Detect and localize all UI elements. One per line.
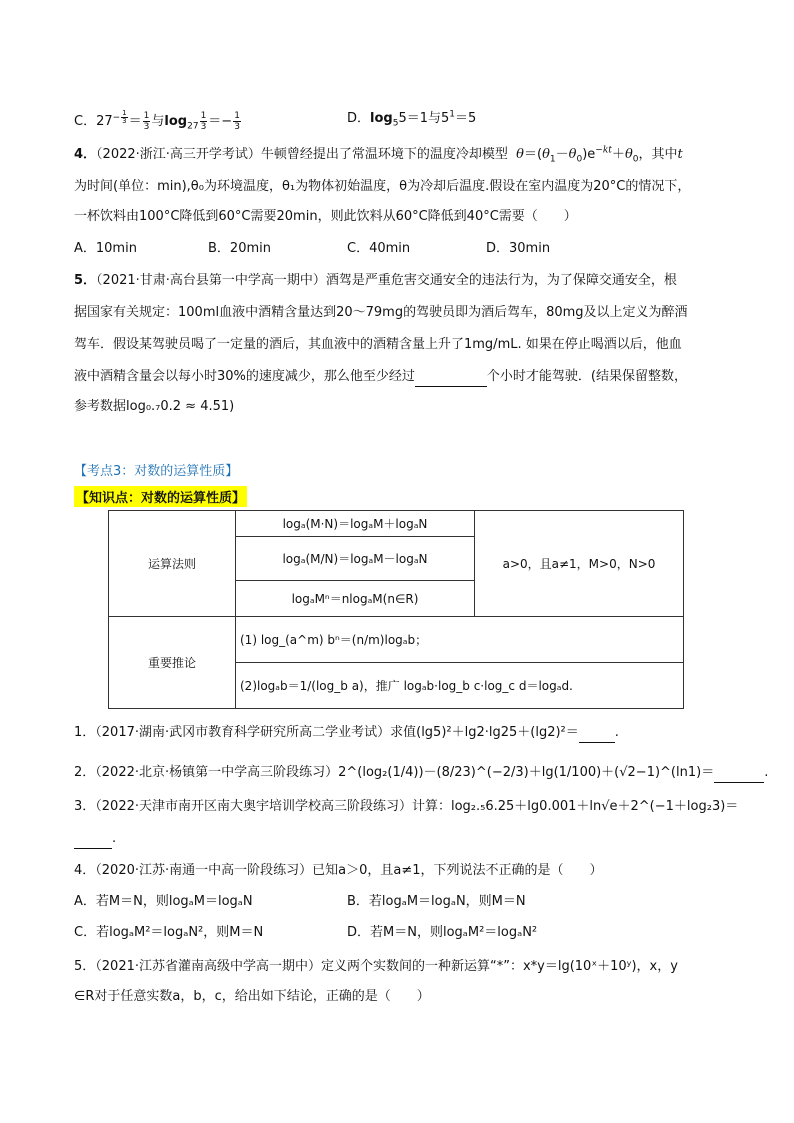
kaodian-heading: 【考点3：对数的运算性质】	[74, 464, 239, 479]
q4-option-c: C．40min	[347, 241, 411, 256]
problem-3-blank: .	[74, 830, 116, 849]
corollary-label: 重要推论	[109, 617, 236, 709]
q4-line2: 为时间(单位：min),θ₀为环境温度，θ₁为物体初始温度，θ为冷却后温度.假设在室内温度为20°C的情况下，	[74, 179, 691, 194]
q5-line3: 驾车．假设某驾驶员喝了一定量的酒后，其血液中的酒精含量上升了1mg/mL. 如果在停止喝酒以后，他血	[74, 337, 682, 352]
problem-4-d: D．若M＝N，则logₐM²＝logₐN²	[347, 925, 538, 940]
rule-condition: a>0，且a≠1，M>0，N>0	[475, 511, 684, 617]
rule-3: logₐMⁿ＝nlogₐM(n∈R)	[236, 581, 475, 617]
option-d-top: D．$\log_55=1$与$5^1=5$	[347, 109, 477, 129]
problem-1: 1．（2017·湖南·武冈市教育科学研究所高二学业考试）求值(lg5)²＋lg2·lg25＋(lg2)²＝ .	[74, 724, 619, 743]
q4-option-b: B．20min	[208, 241, 271, 256]
answer-blank-3[interactable]	[74, 830, 112, 849]
log-rules-table	[108, 510, 684, 709]
q5-line5: 参考数据log₀.₇0.2 ≈ 4.51)	[74, 399, 235, 414]
q4-line3: 一杯饮料由100°C降低到60°C需要20min，则此饮料从60°C降低到40°C需要（ ）	[74, 209, 577, 224]
problem-5-line2: ∈R对于任意实数a，b，c，给出如下结论，正确的是（ ）	[74, 989, 430, 1004]
corollary-1: (1) log_(a^m) bⁿ＝(n/m)logₐb；	[236, 617, 684, 663]
q5-line1: 5．（2021·甘肃·高台县第一中学高一期中）酒驾是严重危害交通安全的违法行为，为了保障交通安全，根	[74, 273, 677, 288]
problem-2: 2．（2022·北京·杨镇第一中学高三阶段练习）2^(log₂(1/4))－(8/23)^(−2/3)＋lg(1/100)＋(√2−1)^(ln1)＝ .	[74, 764, 768, 783]
q5-line4: 液中酒精含量会以每小时30%的速度减少，那么他至少经过 个小时才能驾驶．(结果保留整数，	[74, 368, 687, 387]
q4-line1: 4．（2022·浙江·高三开学考试）牛顿曾经提出了常温环境下的温度冷却模型 $\theta=(\theta_1-\theta_0)e^{-kt}+\theta_0$，其中t	[74, 145, 683, 165]
problem-5-line1: 5．（2021·江苏省灌南高级中学高一期中）定义两个实数间的一种新运算“*”：x*y＝lg(10ˣ＋10ʸ)，x，y	[74, 959, 678, 974]
problem-4-c: C．若logₐM²＝logₐN²，则M＝N	[74, 925, 264, 940]
answer-blank[interactable]	[415, 368, 487, 387]
option-c-text: C．$27^{- \frac{1}{3}}$ ＝ $\frac{1}{3}$ 与$\log_{27}$ $\frac{1}{3}$ ＝− $\frac{1}{3}$	[74, 109, 240, 133]
corollary-2: (2)logₐb＝1/(log_b a)，推广 logₐb·log_b c·log_c d＝logₐd.	[236, 663, 684, 709]
rule-1: logₐ(M·N)＝logₐM＋logₐN	[236, 511, 475, 537]
rule-2: logₐ(M/N)＝logₐM－logₐN	[236, 537, 475, 581]
zhishi-heading: 【知识点：对数的运算性质】	[74, 486, 247, 507]
rule-label: 运算法则	[109, 511, 236, 617]
q5-line2: 据国家有关规定：100ml血液中酒精含量达到20～79mg的驾驶员即为酒后驾车，80mg及以上定义为醉酒	[74, 305, 688, 320]
problem-4-a: A．若M＝N，则logₐM＝logₐN	[74, 894, 253, 909]
option-c-top	[74, 110, 242, 132]
q4-option-a: A．10min	[74, 241, 137, 256]
problem-4-b: B．若logₐM＝logₐN，则M＝N	[347, 894, 526, 909]
problem-3: 3．（2022·天津市南开区南大奥宇培训学校高三阶段练习）计算：log₂.₅6.25＋lg0.001＋ln√e＋2^(−1＋log₂3)＝	[74, 799, 739, 814]
q4-option-d: D．30min	[486, 241, 551, 256]
problem-4-stem: 4．（2020·江苏·南通一中高一阶段练习）已知a＞0，且a≠1，下列说法不正确的是（ ）	[74, 863, 603, 878]
answer-blank-2[interactable]	[714, 764, 764, 783]
answer-blank-1[interactable]	[579, 724, 615, 743]
